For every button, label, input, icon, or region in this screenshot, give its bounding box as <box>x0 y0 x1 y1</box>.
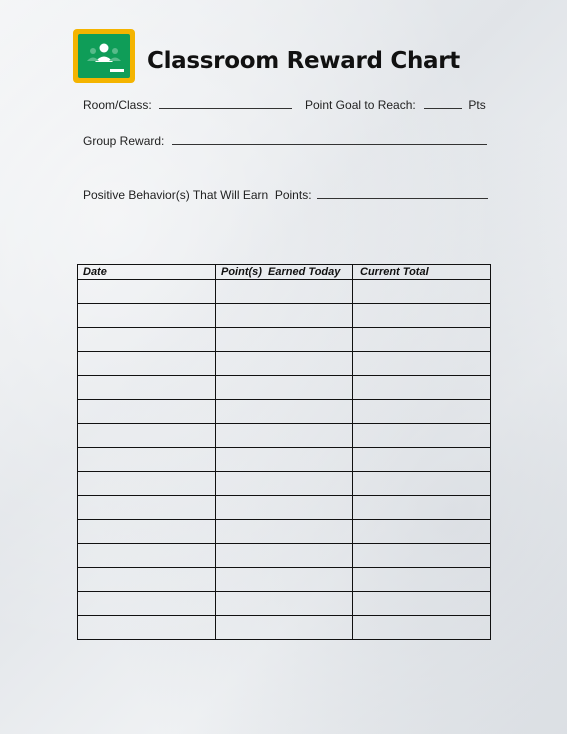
current-total-cell[interactable] <box>353 400 491 424</box>
points-earned-cell[interactable] <box>216 544 353 568</box>
current-total-cell[interactable] <box>353 304 491 328</box>
table-row <box>78 328 491 352</box>
current-total-cell[interactable] <box>353 592 491 616</box>
reward-table-container <box>77 264 490 640</box>
current-total-cell[interactable] <box>353 424 491 448</box>
current-total-cell[interactable] <box>353 280 491 304</box>
table-row <box>78 568 491 592</box>
date-cell[interactable] <box>78 520 216 544</box>
points-earned-cell[interactable] <box>216 592 353 616</box>
group-reward-row <box>83 134 487 148</box>
room-class-row <box>83 98 292 112</box>
classroom-people-icon <box>73 29 135 83</box>
points-earned-cell[interactable] <box>216 376 353 400</box>
point-goal-label: Point Goal to Reach: <box>305 98 416 112</box>
date-cell[interactable] <box>78 568 216 592</box>
date-cell[interactable] <box>78 424 216 448</box>
point-goal-field[interactable] <box>424 98 462 109</box>
current-total-cell[interactable] <box>353 448 491 472</box>
date-cell[interactable] <box>78 472 216 496</box>
points-earned-cell[interactable] <box>216 304 353 328</box>
date-cell[interactable] <box>78 280 216 304</box>
points-earned-cell[interactable] <box>216 520 353 544</box>
current-total-cell[interactable] <box>353 376 491 400</box>
reward-table <box>77 264 491 640</box>
table-row <box>78 352 491 376</box>
current-total-cell[interactable] <box>353 544 491 568</box>
table-row <box>78 376 491 400</box>
current-total-cell[interactable] <box>353 520 491 544</box>
points-earned-cell[interactable] <box>216 424 353 448</box>
points-earned-cell[interactable] <box>216 328 353 352</box>
current-total-cell[interactable] <box>353 472 491 496</box>
point-goal-row <box>305 98 486 112</box>
current-total-cell[interactable] <box>353 568 491 592</box>
positive-behavior-row <box>83 188 488 202</box>
column-header-current-total: Current Total <box>353 265 491 280</box>
group-reward-label: Group Reward: <box>83 134 165 148</box>
current-total-cell[interactable] <box>353 496 491 520</box>
positive-behavior-field[interactable] <box>317 188 488 199</box>
date-cell[interactable] <box>78 616 216 640</box>
date-cell[interactable] <box>78 376 216 400</box>
table-row <box>78 616 491 640</box>
points-earned-cell[interactable] <box>216 472 353 496</box>
table-row <box>78 472 491 496</box>
positive-behavior-label: Positive Behavior(s) That Will Earn Points: <box>83 188 312 202</box>
table-row <box>78 280 491 304</box>
table-row <box>78 544 491 568</box>
date-cell[interactable] <box>78 544 216 568</box>
table-row <box>78 400 491 424</box>
points-earned-cell[interactable] <box>216 568 353 592</box>
current-total-cell[interactable] <box>353 616 491 640</box>
table-header-row <box>78 265 491 280</box>
date-cell[interactable] <box>78 592 216 616</box>
table-row <box>78 424 491 448</box>
date-cell[interactable] <box>78 448 216 472</box>
column-header-date: Date <box>78 265 216 280</box>
page-title: Classroom Reward Chart <box>147 48 460 74</box>
table-row <box>78 448 491 472</box>
group-reward-field[interactable] <box>172 134 487 145</box>
current-total-cell[interactable] <box>353 352 491 376</box>
points-earned-cell[interactable] <box>216 616 353 640</box>
column-header-points-earned: Point(s) Earned Today <box>216 265 353 280</box>
points-unit: Pts <box>468 98 486 112</box>
room-class-field[interactable] <box>159 98 292 109</box>
date-cell[interactable] <box>78 352 216 376</box>
room-class-label: Room/Class: <box>83 98 152 112</box>
points-earned-cell[interactable] <box>216 448 353 472</box>
points-earned-cell[interactable] <box>216 280 353 304</box>
table-row <box>78 304 491 328</box>
date-cell[interactable] <box>78 496 216 520</box>
points-earned-cell[interactable] <box>216 352 353 376</box>
date-cell[interactable] <box>78 400 216 424</box>
date-cell[interactable] <box>78 328 216 352</box>
points-earned-cell[interactable] <box>216 496 353 520</box>
table-row <box>78 496 491 520</box>
date-cell[interactable] <box>78 304 216 328</box>
google-classroom-logo <box>73 29 135 83</box>
table-row <box>78 592 491 616</box>
points-earned-cell[interactable] <box>216 400 353 424</box>
current-total-cell[interactable] <box>353 328 491 352</box>
table-row <box>78 520 491 544</box>
table-body <box>78 280 491 640</box>
